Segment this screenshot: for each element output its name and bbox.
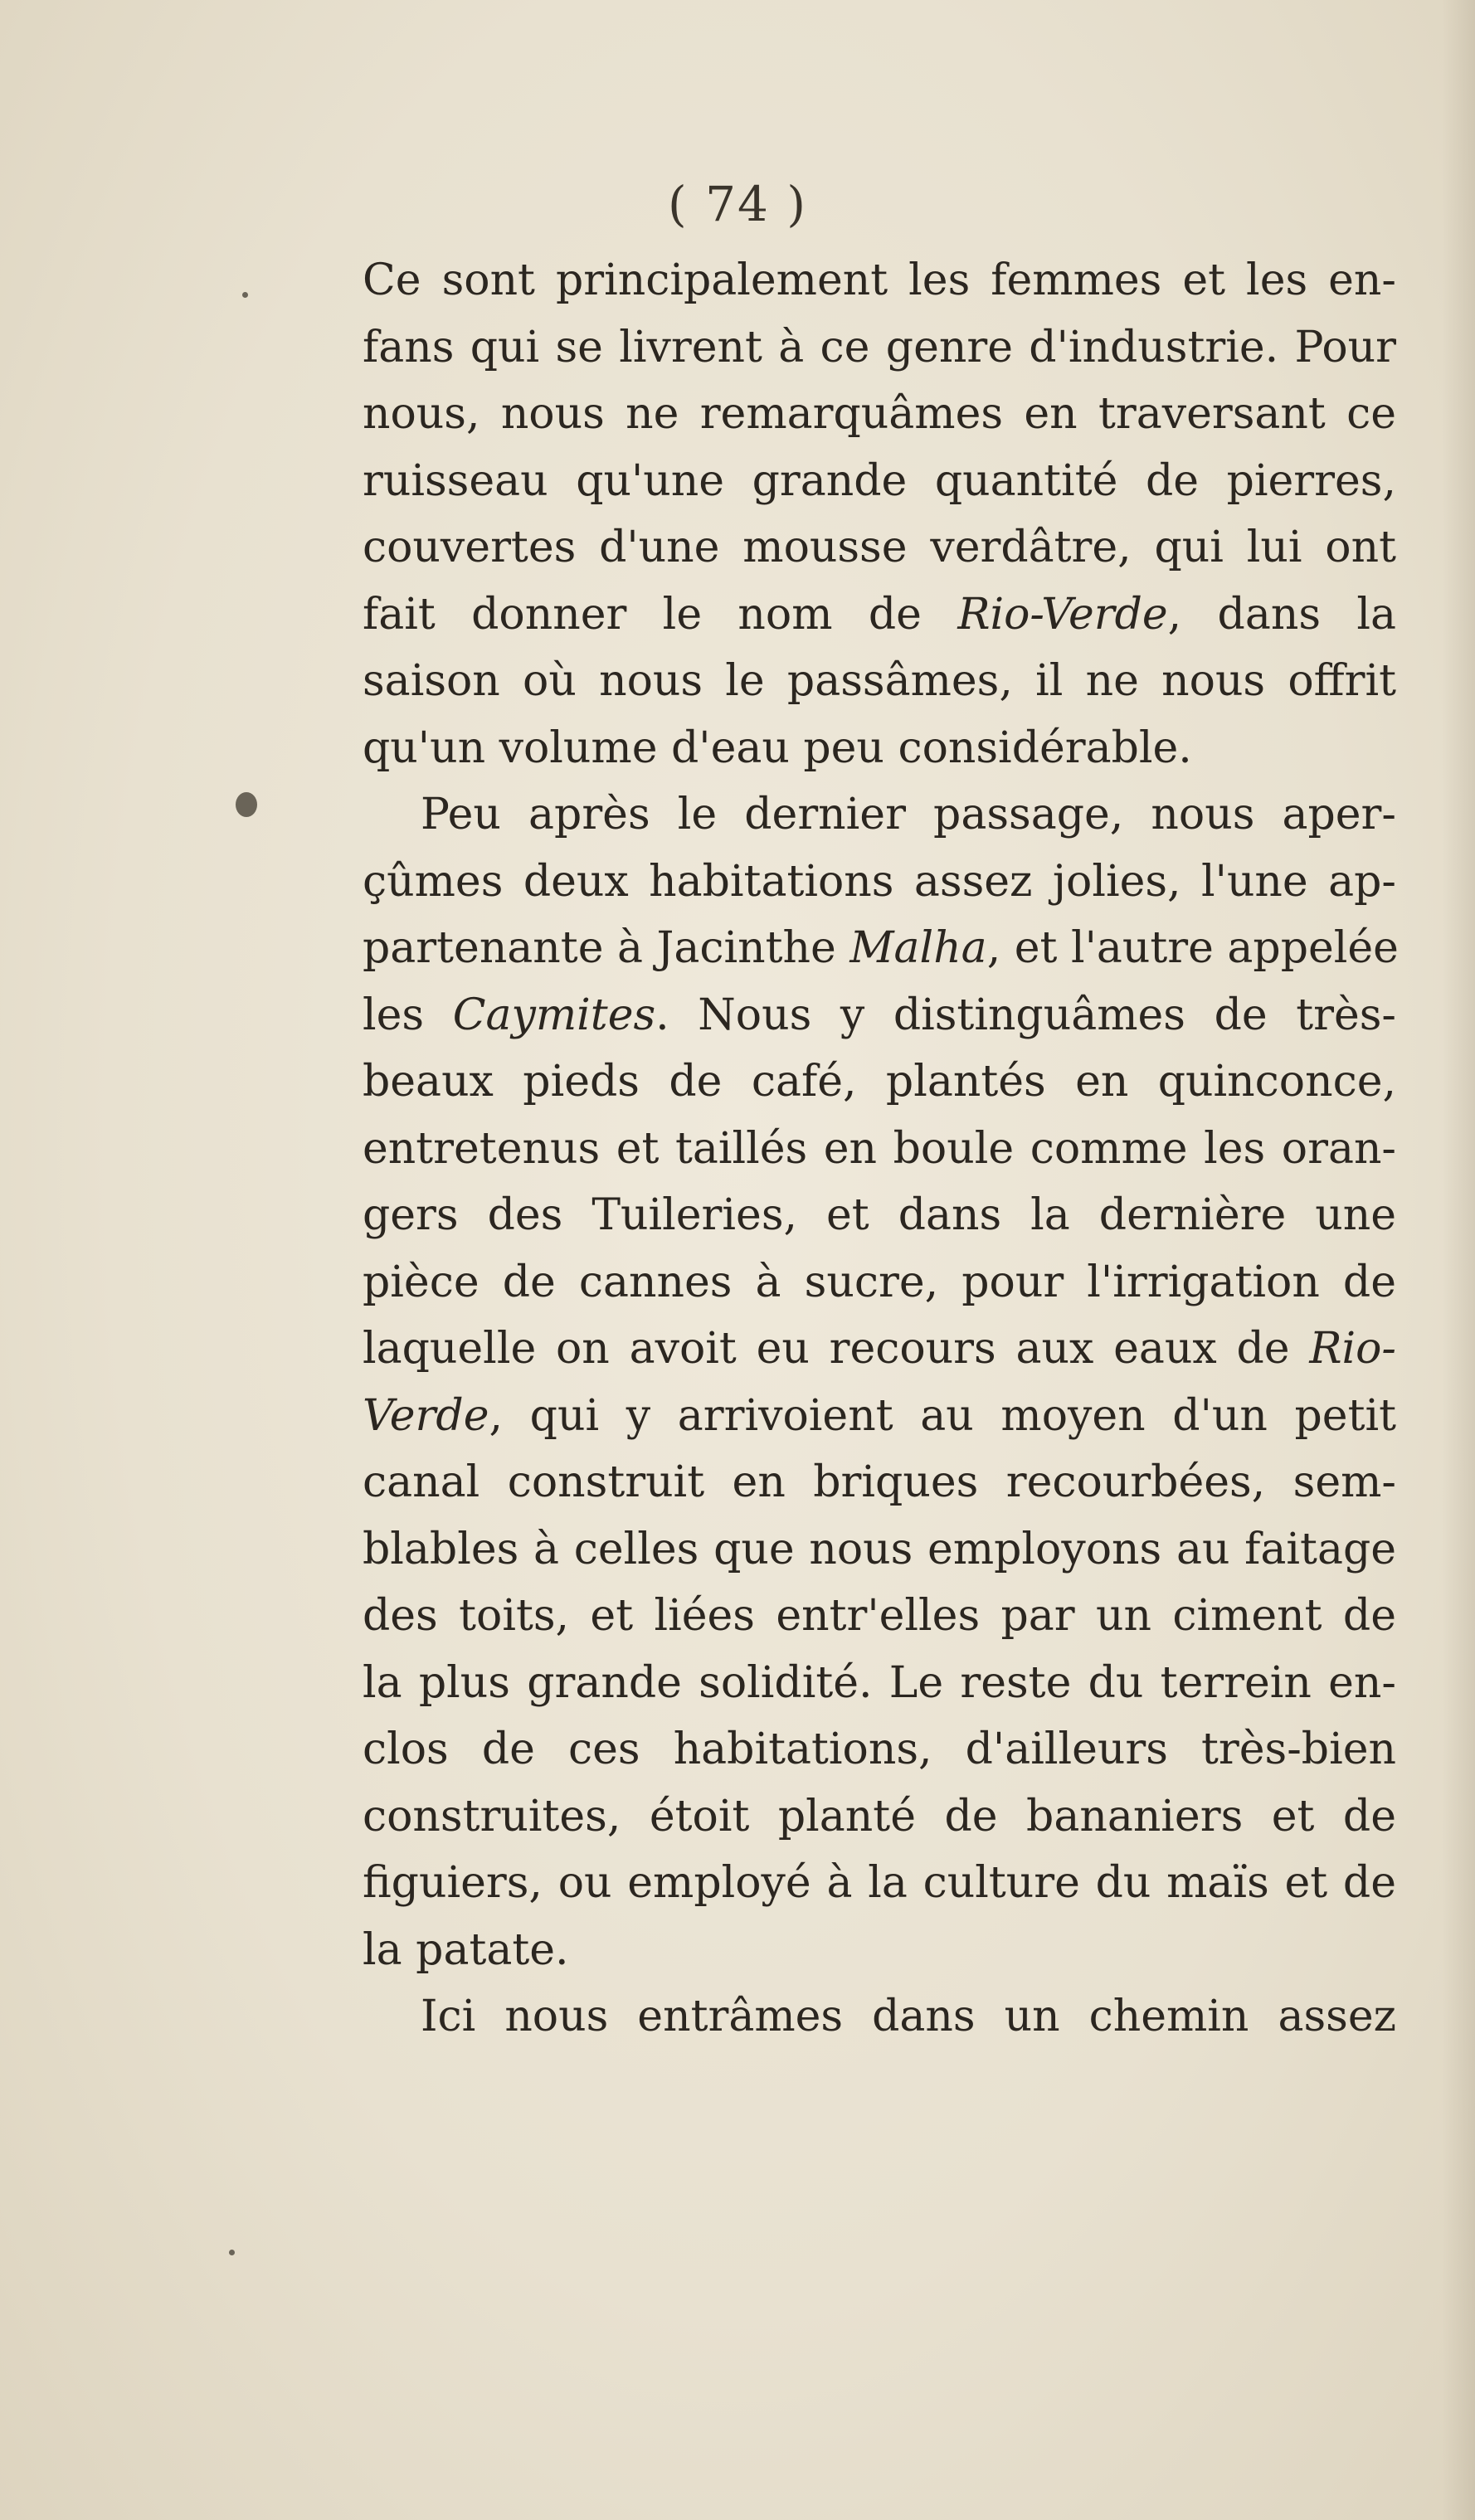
text-line: çûmes deux habitations assez jolies, l'une ap- <box>363 856 1396 907</box>
text-line: qu'un volume d'eau peu considérable. <box>363 722 1192 773</box>
text-line: la patate. <box>363 1924 569 1975</box>
text-line: des toits, et liées entr'elles par un ciment de <box>363 1591 1396 1641</box>
italic-place-name: Caymites <box>452 990 656 1040</box>
page-edge-shadow <box>1442 0 1475 2520</box>
ink-spot <box>242 292 248 298</box>
text-segment: laquelle on avoit eu recours aux eaux de <box>363 1324 1310 1374</box>
text-line: construites, étoit planté de bananiers et de <box>363 1791 1396 1841</box>
body-text <box>363 247 1399 2051</box>
text-line: blables à celles que nous employons au faitage <box>363 1524 1396 1574</box>
text-line: beaux pieds de café, plantés en quinconce, <box>363 1057 1396 1107</box>
text-line: entretenus et taillés en boule comme les oran- <box>363 1123 1396 1174</box>
ink-spot <box>236 792 257 817</box>
text-line <box>363 1383 1396 1450</box>
text-segment: partenante à Jacinthe <box>363 923 850 973</box>
text-line: fans qui se livrent à ce genre d'industrie. Pour <box>363 322 1396 372</box>
text-segment: fait donner le nom de <box>363 589 958 640</box>
text-line: ruisseau qu'une grande quantité de pierres, <box>363 455 1396 506</box>
italic-place-name: Rio- <box>1309 1324 1396 1374</box>
text-segment: , dans la <box>1167 589 1397 640</box>
ink-spot <box>229 2250 235 2255</box>
text-line: Ce sont principalement les femmes et les en- <box>363 255 1396 305</box>
italic-place-name: Rio-Verde <box>957 589 1168 640</box>
text-line: figuiers, ou employé à la culture du maïs et de <box>363 1858 1396 1908</box>
text-line <box>363 581 1396 649</box>
text-line <box>363 915 1399 982</box>
text-segment: , qui y arrivoient au moyen d'un petit <box>489 1390 1396 1441</box>
text-segment: . Nous y distinguâmes de très- <box>655 990 1397 1040</box>
text-line: Ici nous entrâmes dans un chemin assez <box>421 1992 1396 2041</box>
italic-place-name: Malha <box>849 923 987 973</box>
text-line: canal construit en briques recourbées, sem- <box>363 1457 1396 1507</box>
text-line <box>363 982 1396 1049</box>
text-line <box>363 1316 1396 1383</box>
text-line: pièce de cannes à sucre, pour l'irrigation de <box>363 1257 1396 1307</box>
text-line: clos de ces habitations, d'ailleurs très-bien <box>363 1725 1396 1774</box>
text-line: couvertes d'une mousse verdâtre, qui lui ont <box>363 523 1396 572</box>
italic-place-name: Verde <box>363 1390 489 1441</box>
text-line: Peu après le dernier passage, nous aper- <box>421 790 1396 839</box>
text-line: gers des Tuileries, et dans la dernière une <box>363 1190 1396 1240</box>
text-segment: les <box>363 990 453 1040</box>
page-number: ( 74 ) <box>668 176 807 232</box>
text-segment: , et l'autre appelée <box>986 923 1399 973</box>
text-line: saison où nous le passâmes, il ne nous offrit <box>363 656 1396 706</box>
text-line: nous, nous ne remarquâmes en traversant ce <box>363 389 1396 439</box>
text-line: la plus grande solidité. Le reste du terrein en- <box>363 1657 1396 1708</box>
